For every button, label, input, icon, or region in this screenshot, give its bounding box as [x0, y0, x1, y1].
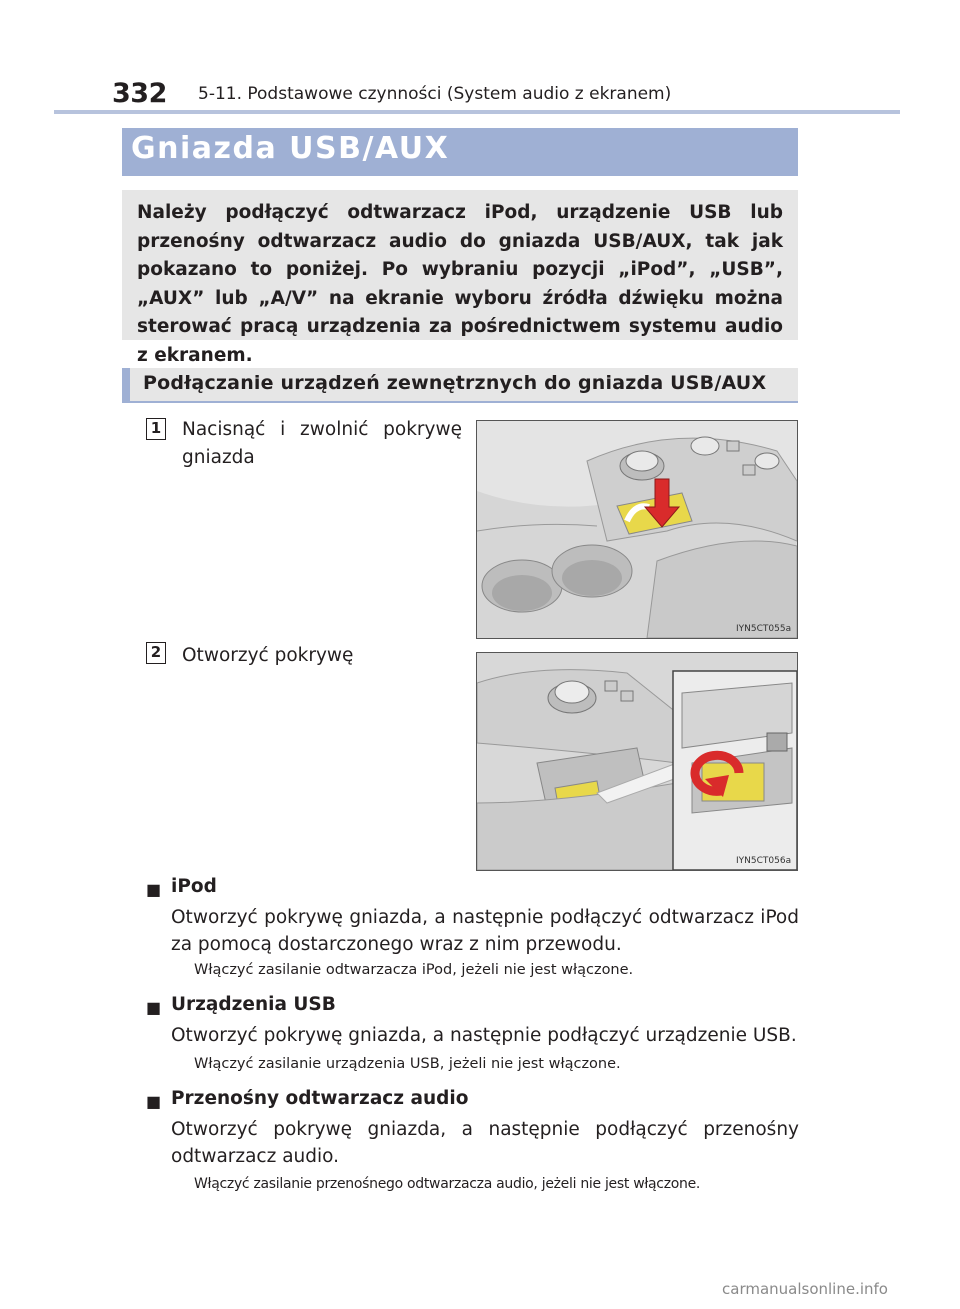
item-title-usb: Urządzenia USB: [171, 994, 336, 1015]
step-number-1: 1: [146, 418, 166, 440]
item-text-ipod: Otworzyć pokrywę gniazda, a następnie podłączyć odtwarzacz iPod za pomocą dostarczonego wraz z nim przewodu.: [171, 907, 799, 955]
bullet-icon: ■: [146, 880, 162, 899]
page-number: 332: [112, 78, 167, 109]
item-note-portable: Włączyć zasilanie przenośnego odtwarzacza audio, jeżeli nie jest włączone.: [194, 1176, 701, 1192]
subsection-underline: [122, 401, 798, 403]
item-note-ipod: Włączyć zasilanie odtwarzacza iPod, jeżeli nie jest włączone.: [194, 962, 634, 978]
subsection-accent: [122, 368, 130, 402]
subsection-title: Podłączanie urządzeń zewnętrznych do gniazda USB/AUX: [143, 372, 767, 394]
bullet-icon: ■: [146, 1092, 162, 1111]
figure-step-1: [476, 420, 798, 639]
figure-step-2: [476, 652, 798, 871]
item-title-ipod: iPod: [171, 876, 217, 897]
running-header: 5-11. Podstawowe czynności (System audio z ekranem): [198, 84, 672, 104]
step-number-2: 2: [146, 642, 166, 664]
section-title: Gniazda USB/AUX: [131, 131, 450, 166]
watermark: carmanualsonline.info: [722, 1280, 888, 1298]
item-text-usb: Otworzyć pokrywę gniazda, a następnie podłączyć urządzenie USB.: [171, 1025, 797, 1046]
figure-2-code: IYN5CT056a: [736, 856, 792, 866]
item-text-portable: Otworzyć pokrywę gniazda, a następnie podłączyć przenośny odtwarzacz audio.: [171, 1119, 799, 1167]
item-title-portable: Przenośny odtwarzacz audio: [171, 1088, 469, 1109]
header-rule: [54, 110, 900, 114]
intro-paragraph: Należy podłączyć odtwarzacz iPod, urządzenie USB lub przenośny odtwarzacz audio do gniazda USB/AUX, tak jak pokazano to poniżej. Po wybraniu pozycji „iPod”, „USB”, „AUX” lub „A/V” na ekranie wyboru źródła dźwięku można sterować pracą urządzenia za pośrednictwem systemu audio z ekranem.: [137, 202, 783, 366]
figure-1-code: IYN5CT055a: [736, 624, 792, 634]
step-1-text: Nacisnąć i zwolnić pokrywę gniazda: [182, 419, 462, 468]
bullet-icon: ■: [146, 998, 162, 1017]
step-2-text: Otworzyć pokrywę: [182, 645, 354, 666]
item-note-usb: Włączyć zasilanie urządzenia USB, jeżeli nie jest włączone.: [194, 1056, 621, 1072]
